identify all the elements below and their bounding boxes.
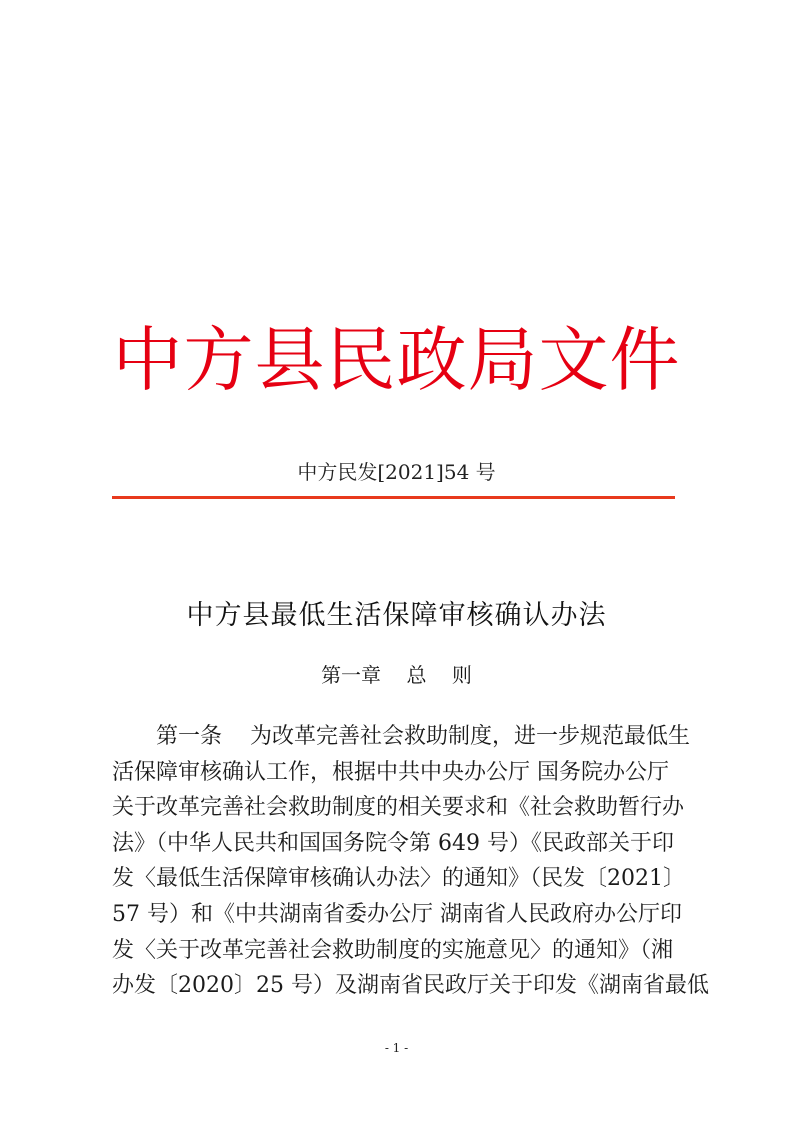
article-line: 发〈最低生活保障审核确认办法〉的通知》（民发〔2021〕 <box>112 866 685 892</box>
article-line: 发〈关于改革完善社会救助制度的实施意见〉的通知》（湘 <box>112 937 674 963</box>
article-line: 关于改革完善社会救助制度的相关要求和《社会救助暂行办 <box>112 795 685 821</box>
document-header-title: 中方县民政局文件 <box>112 319 681 401</box>
page-number: - 1 - <box>384 1041 409 1055</box>
article-line: 法》（中华人民共和国国务院令第 649 号）《民政部关于印 <box>112 830 674 856</box>
article-line: 第一条 为改革完善社会救助制度，进一步规范最低生 <box>156 724 690 749</box>
article-line: 活保障审核确认工作，根据中共中央办公厅 国务院办公厅 <box>112 759 669 785</box>
article-line: 办发〔2020〕25 号）及湖南省民政厅关于印发《湖南省最低 <box>112 973 709 999</box>
chapter-heading: 第一章 总 则 <box>321 663 472 687</box>
article-body <box>112 719 709 1004</box>
document-title: 中方县最低生活保障审核确认办法 <box>186 600 607 631</box>
article-line: 57 号）和《中共湖南省委办公厅 湖南省人民政府办公厅印 <box>112 901 682 927</box>
document-number: 中方民发[2021]54 号 <box>297 460 496 484</box>
header-red-rule <box>112 496 675 499</box>
